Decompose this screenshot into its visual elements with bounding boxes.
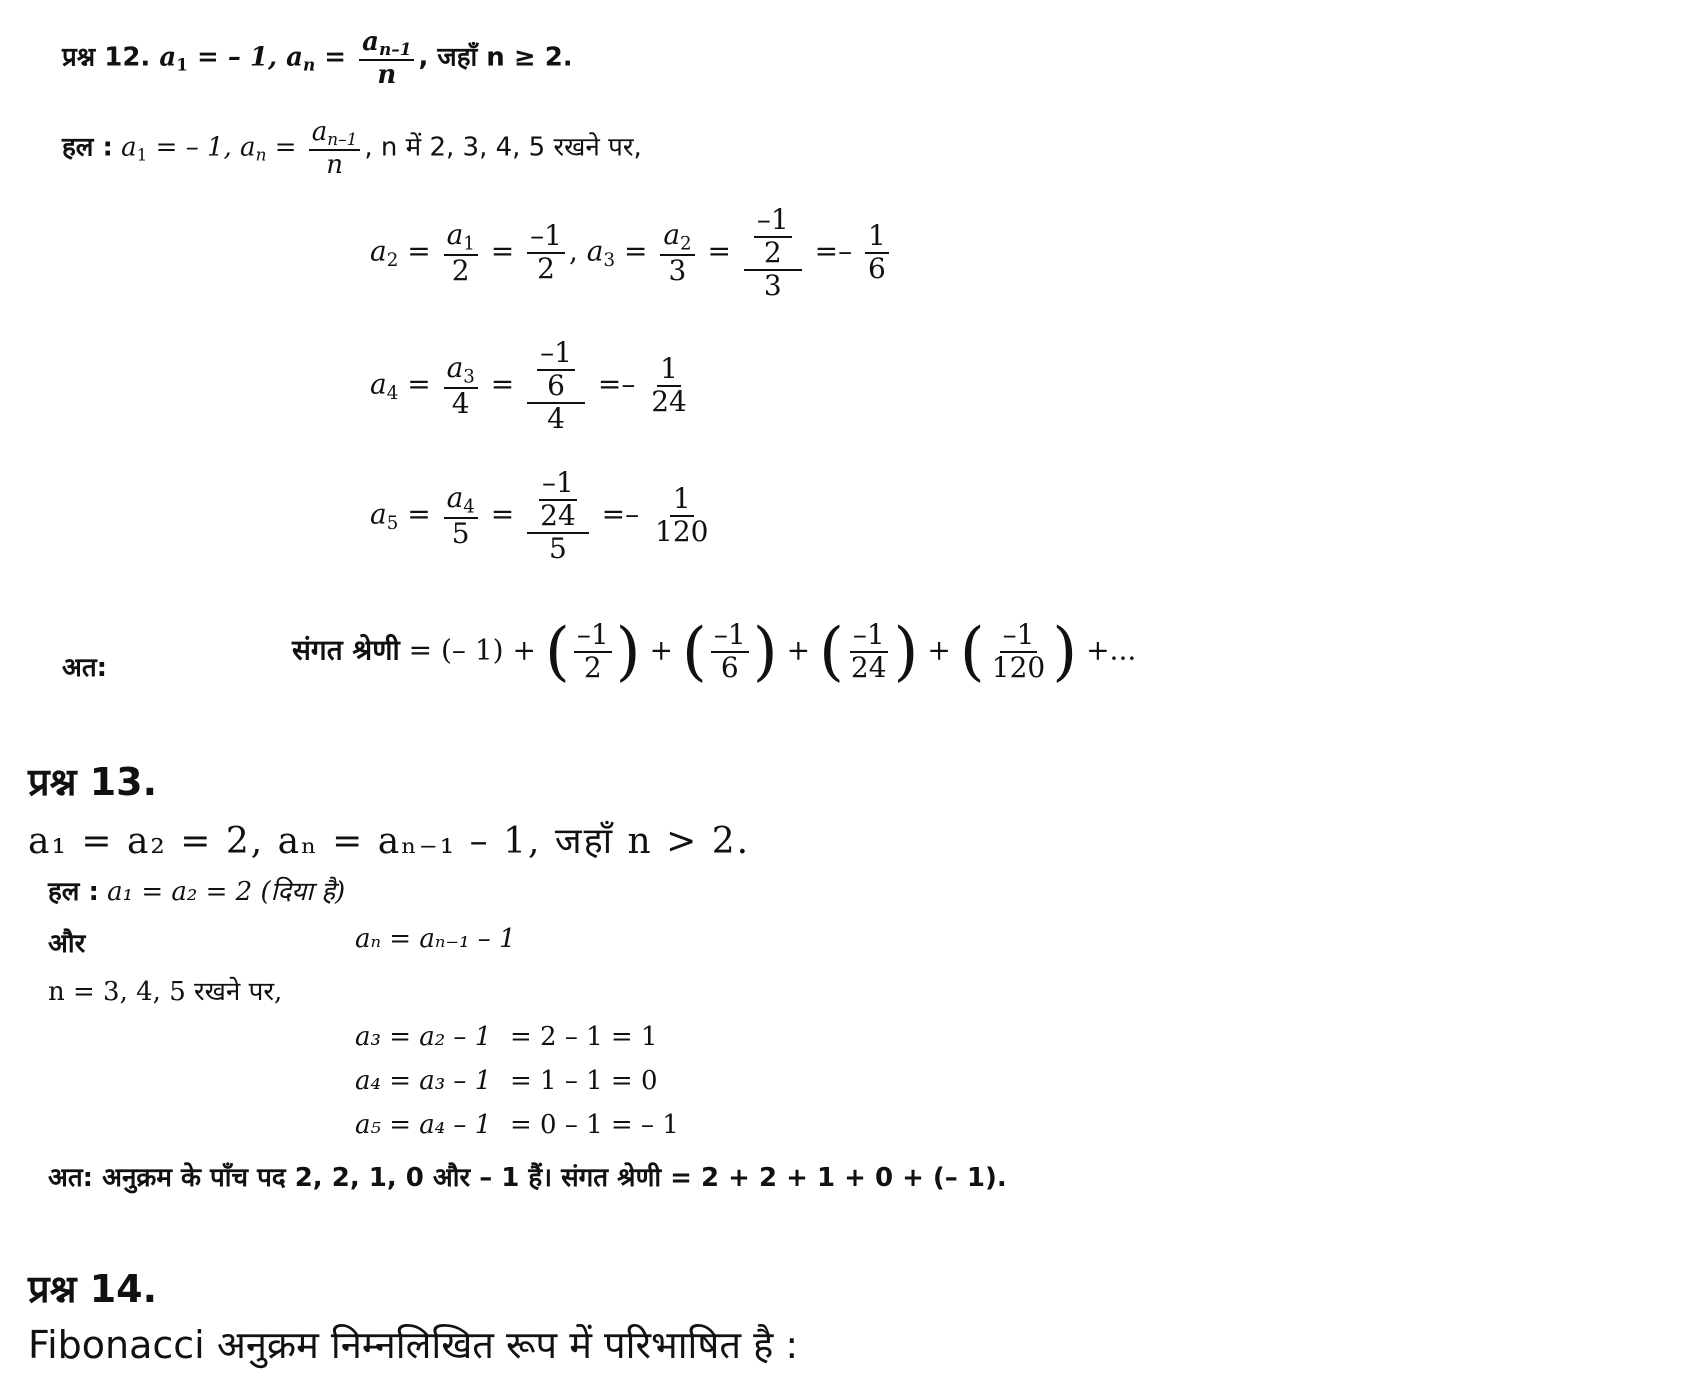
q13-row3-lhs: a₅ = a₄ – 1 (355, 1110, 492, 1140)
q13-rule: aₙ = aₙ₋₁ – 1 (355, 924, 516, 954)
q13-solution-given: हल : a₁ = a₂ = 2 (दिया है) (48, 877, 346, 907)
q12-solution-intro: हल : $a_1$ = – 1, $a_n$ = $\frac{a_{n-1}}{n}$ , n में 2, 3, 4, 5 रखने पर, (62, 117, 642, 180)
q13-row2-rhs: = 1 – 1 = 0 (510, 1066, 658, 1096)
q13-row1-rhs: = 2 – 1 = 1 (510, 1022, 658, 1052)
q12-hence-label: अत: (62, 653, 108, 683)
q12-a2-a3-equation: $a_2$ = $\frac{a_1}{2}$ = $\frac{-1}{2}$ , $a_3$ = $\frac{a_2}{3}$ = $\frac{\frac{-1}{2}}{3}$ =– $\frac{1}{6}$ (370, 205, 893, 301)
q12-a4-equation: $a_4$ = $\frac{a_3}{4}$ = $\frac{\frac{-1}{6}}{4}$ =– $\frac{1}{24}$ (370, 336, 687, 435)
q13-row2-lhs: a₄ = a₃ – 1 (355, 1066, 492, 1096)
q12-series: संगत श्रेणी = (– 1) + ( $\frac{-1}{2}$ ) + ( $\frac{-1}{6}$ ) + ( $\frac{-1}{24}$ ) + ( $\frac{-1}{120}$ ) +... (292, 615, 1137, 689)
q12-statement: प्रश्न 12. $a_1$ = – 1, $a_n$ = $\frac{a_{n-1}}{n}$ , जहाँ n ≥ 2. (62, 27, 573, 90)
q13-and-label: और (48, 929, 86, 959)
q12-label: प्रश्न 12. (62, 42, 151, 73)
q13-row1-lhs: a₃ = a₂ – 1 (355, 1022, 492, 1052)
q14-statement: Fibonacci अनुक्रम निम्नलिखित रूप में परिभाषित है : (28, 1323, 799, 1367)
q13-substitution: n = 3, 4, 5 रखने पर, (48, 977, 283, 1007)
q13-conclusion: अत: अनुक्रम के पाँच पद 2, 2, 1, 0 और – 1 हैं। संगत श्रेणी = 2 + 2 + 1 + 0 + (– 1). (48, 1163, 1007, 1193)
q14-heading: प्रश्न 14. (28, 1267, 158, 1311)
q12-fraction: $\frac{a_{n-1}}{n}$ (359, 28, 414, 89)
q12-a5-equation: $a_5$ = $\frac{a_4}{5}$ = $\frac{\frac{-1}{24}}{5}$ =– $\frac{1}{120}$ (370, 466, 709, 565)
q13-row3-rhs: = 0 – 1 = – 1 (510, 1110, 679, 1140)
q13-statement: a₁ = a₂ = 2, aₙ = aₙ₋₁ – 1, जहाँ n > 2. (28, 821, 751, 862)
q13-heading: प्रश्न 13. (28, 760, 158, 804)
